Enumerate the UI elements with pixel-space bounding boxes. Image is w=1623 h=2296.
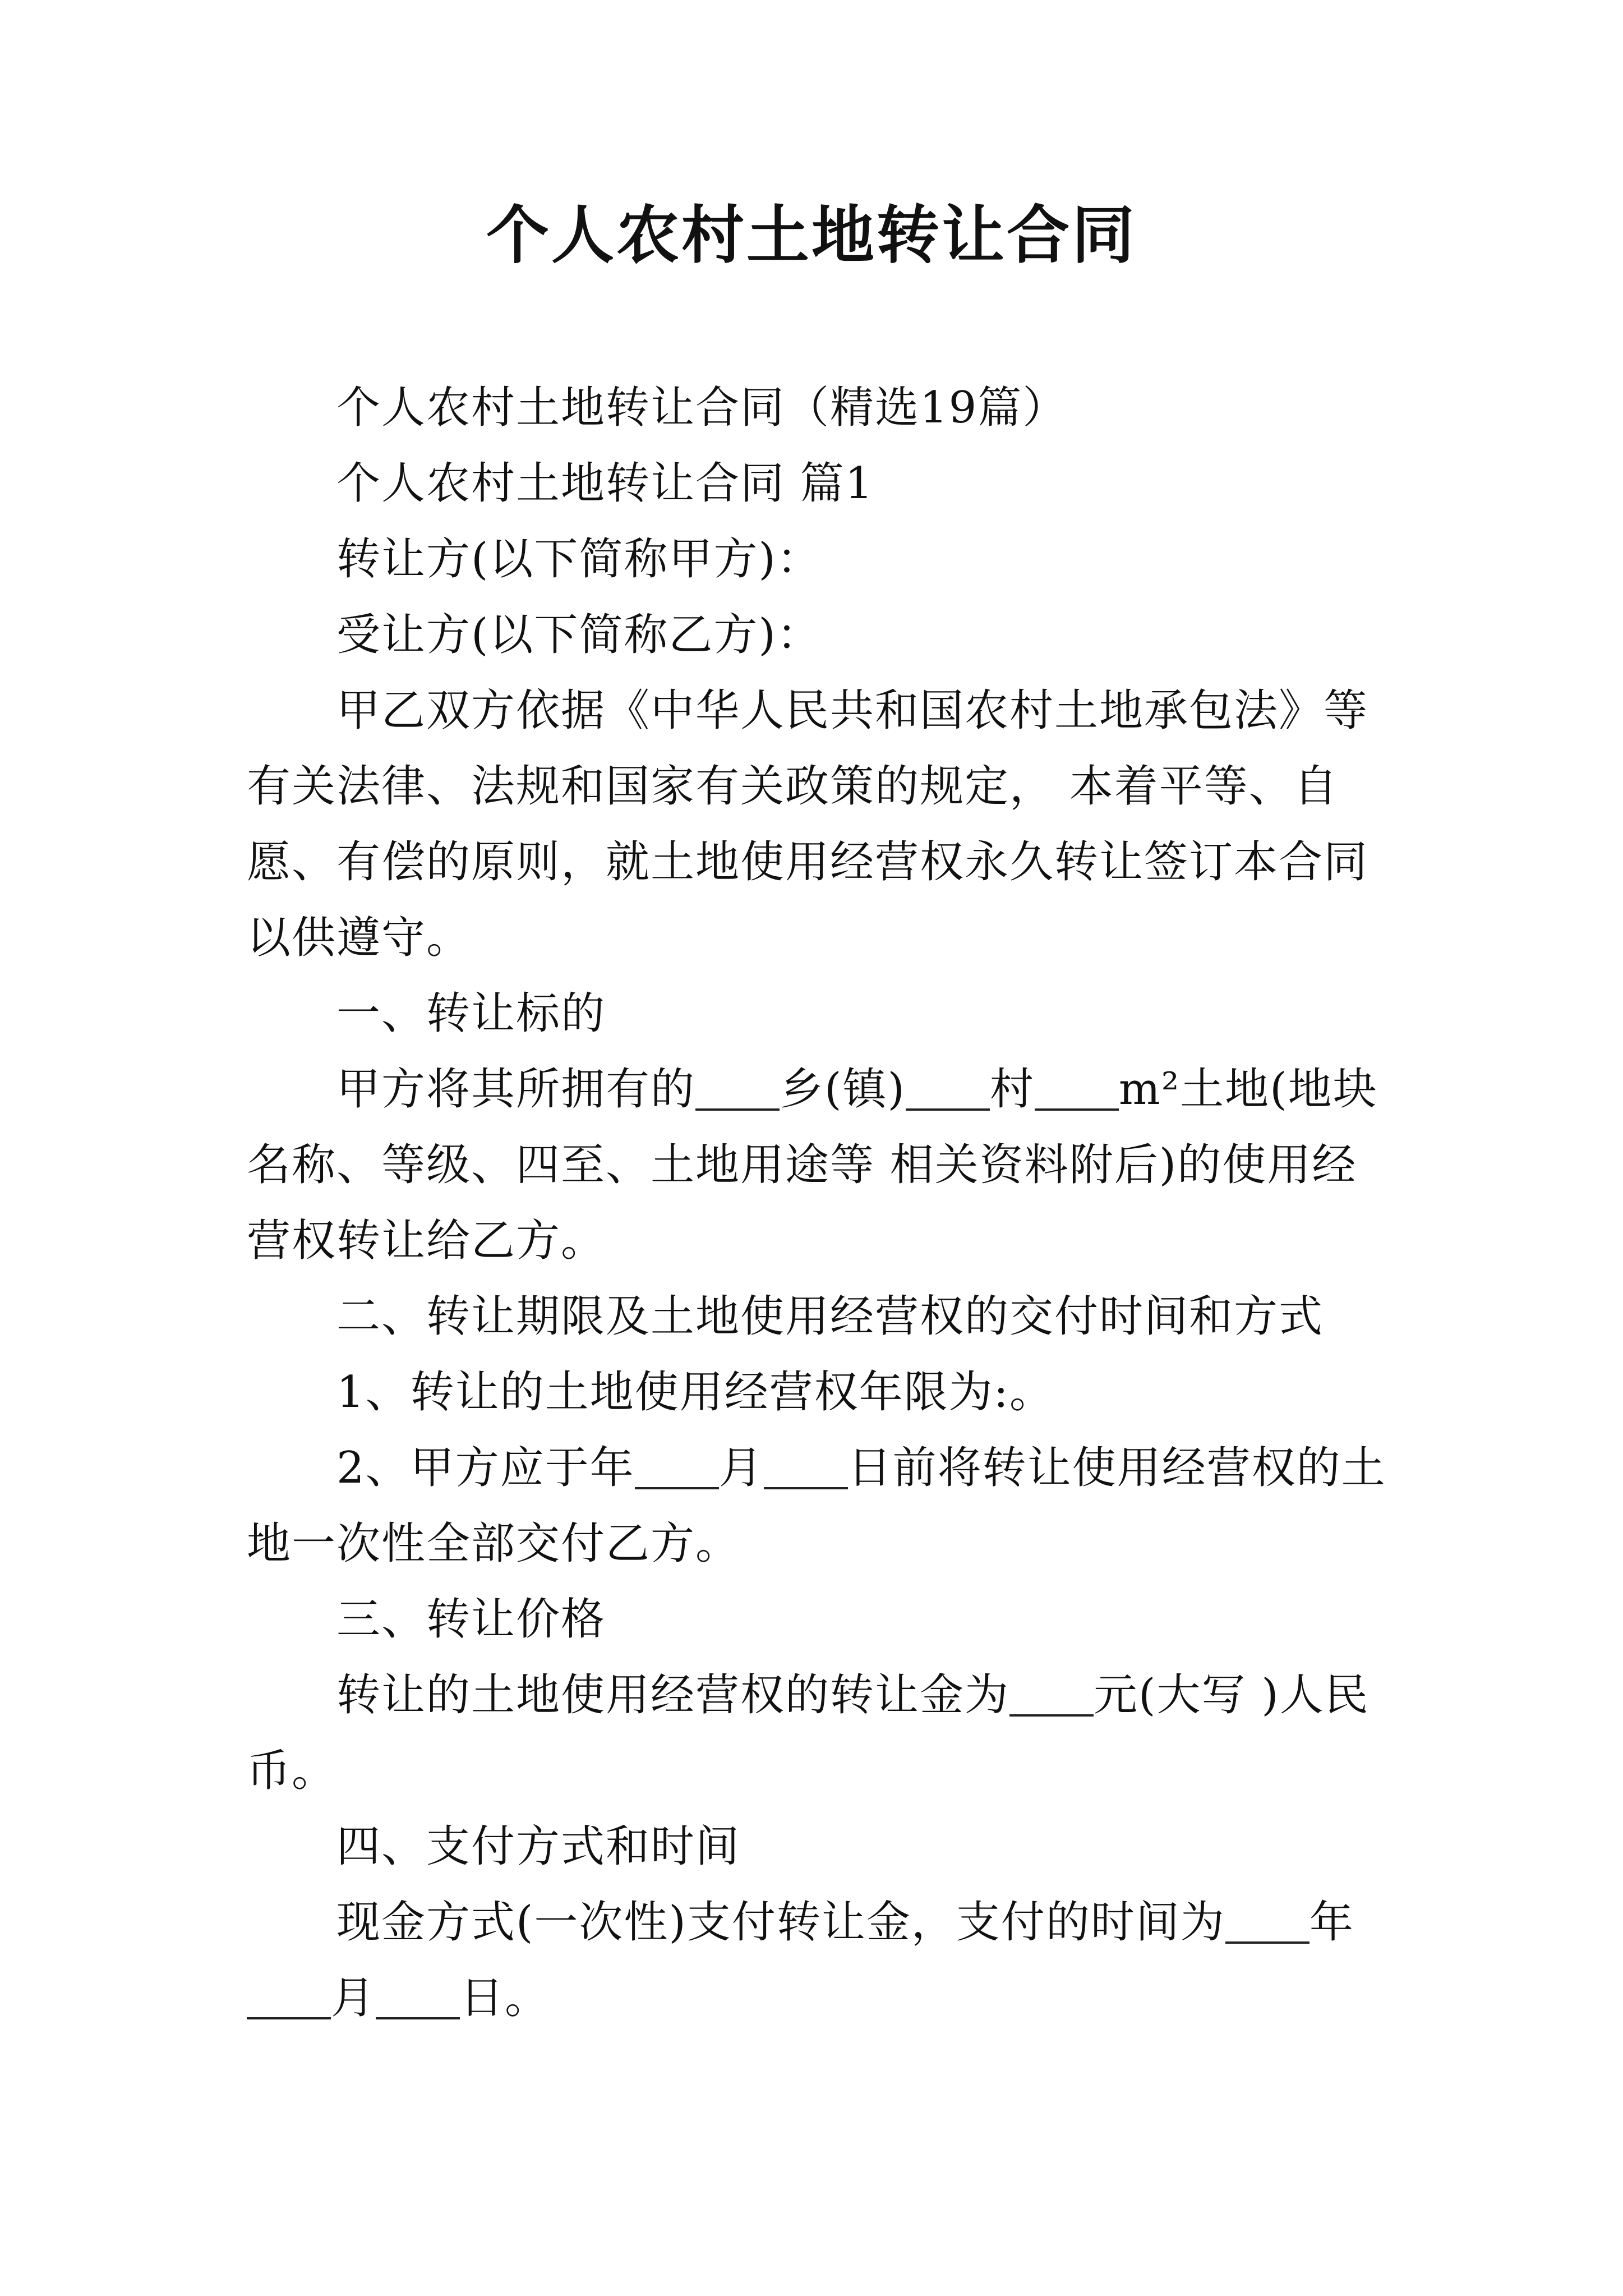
text-segment: 现金方式(一次性)支付转让金，支付的时间为 bbox=[336, 1897, 1225, 1948]
paragraph-heading-2: 二、转让期限及土地使用经营权的交付时间和方式 bbox=[336, 1291, 1324, 1342]
text-segment: 元(大写 )人民币。 bbox=[247, 1670, 1370, 1796]
text-segment: 转让的土地使用经营权的转让金为 bbox=[336, 1670, 1010, 1720]
paragraph-heading-4: 四、支付方式和时间 bbox=[336, 1821, 741, 1872]
paragraph-section-heading: 个人农村土地转让合同 篇1 bbox=[336, 458, 874, 509]
paragraph-subtitle: 个人农村土地转让合同（精选19篇） bbox=[336, 383, 1068, 433]
fill-blank[interactable] bbox=[376, 1973, 460, 2019]
text-segment: 甲方将其所拥有的 bbox=[336, 1064, 696, 1115]
fill-blank[interactable] bbox=[1035, 1065, 1119, 1111]
fill-blank[interactable] bbox=[695, 1065, 780, 1111]
paragraph-subject bbox=[247, 1052, 1391, 1279]
paragraph-transferor: 转让方(以下简称甲方)： bbox=[336, 534, 822, 585]
fill-blank[interactable] bbox=[764, 1443, 848, 1489]
fill-blank[interactable] bbox=[247, 1973, 331, 2019]
paragraph-price bbox=[247, 1658, 1391, 1809]
text-segment: 村 bbox=[989, 1064, 1035, 1115]
document-body bbox=[247, 370, 1391, 2036]
paragraph-heading-1: 一、转让标的 bbox=[336, 988, 606, 1039]
text-segment: 月 bbox=[718, 1443, 764, 1493]
text-segment: 月 bbox=[331, 1973, 376, 2023]
fill-blank[interactable] bbox=[635, 1443, 719, 1489]
paragraph-term: 1、转让的土地使用经营权年限为:。 bbox=[336, 1367, 1054, 1418]
text-segment: 年 bbox=[1309, 1897, 1354, 1948]
document-title: 个人农村土地转让合同 bbox=[486, 199, 1137, 272]
text-segment: 2、甲方应于年 bbox=[336, 1443, 635, 1493]
fill-blank[interactable] bbox=[1009, 1671, 1094, 1717]
text-segment: 日。 bbox=[460, 1973, 550, 2023]
fill-blank[interactable] bbox=[906, 1065, 990, 1111]
paragraph-delivery bbox=[247, 1430, 1391, 1582]
fill-blank[interactable] bbox=[1225, 1898, 1310, 1944]
text-segment: 乡(镇) bbox=[780, 1064, 906, 1115]
paragraph-heading-3: 三、转让价格 bbox=[336, 1594, 606, 1645]
text-segment: m²土地(地块名称、等级、四至、土地用途等 相关资料附后)的使用经营权转让给乙方。 bbox=[247, 1064, 1378, 1266]
paragraph-preamble: 甲乙双方依据《中华人民共和国农村土地承包法》等有关法律、法规和国家有关政策的规定， 本着平等、自愿、有偿的原则，就土地使用经营权永久转让签订本合同以供遵守。 bbox=[247, 685, 1369, 963]
paragraph-transferee: 受让方(以下简称乙方)： bbox=[336, 610, 822, 660]
text-segment: 日前将转让使用经营权的土地一次性全部交付乙方。 bbox=[247, 1443, 1386, 1569]
paragraph-payment bbox=[247, 1885, 1391, 2036]
